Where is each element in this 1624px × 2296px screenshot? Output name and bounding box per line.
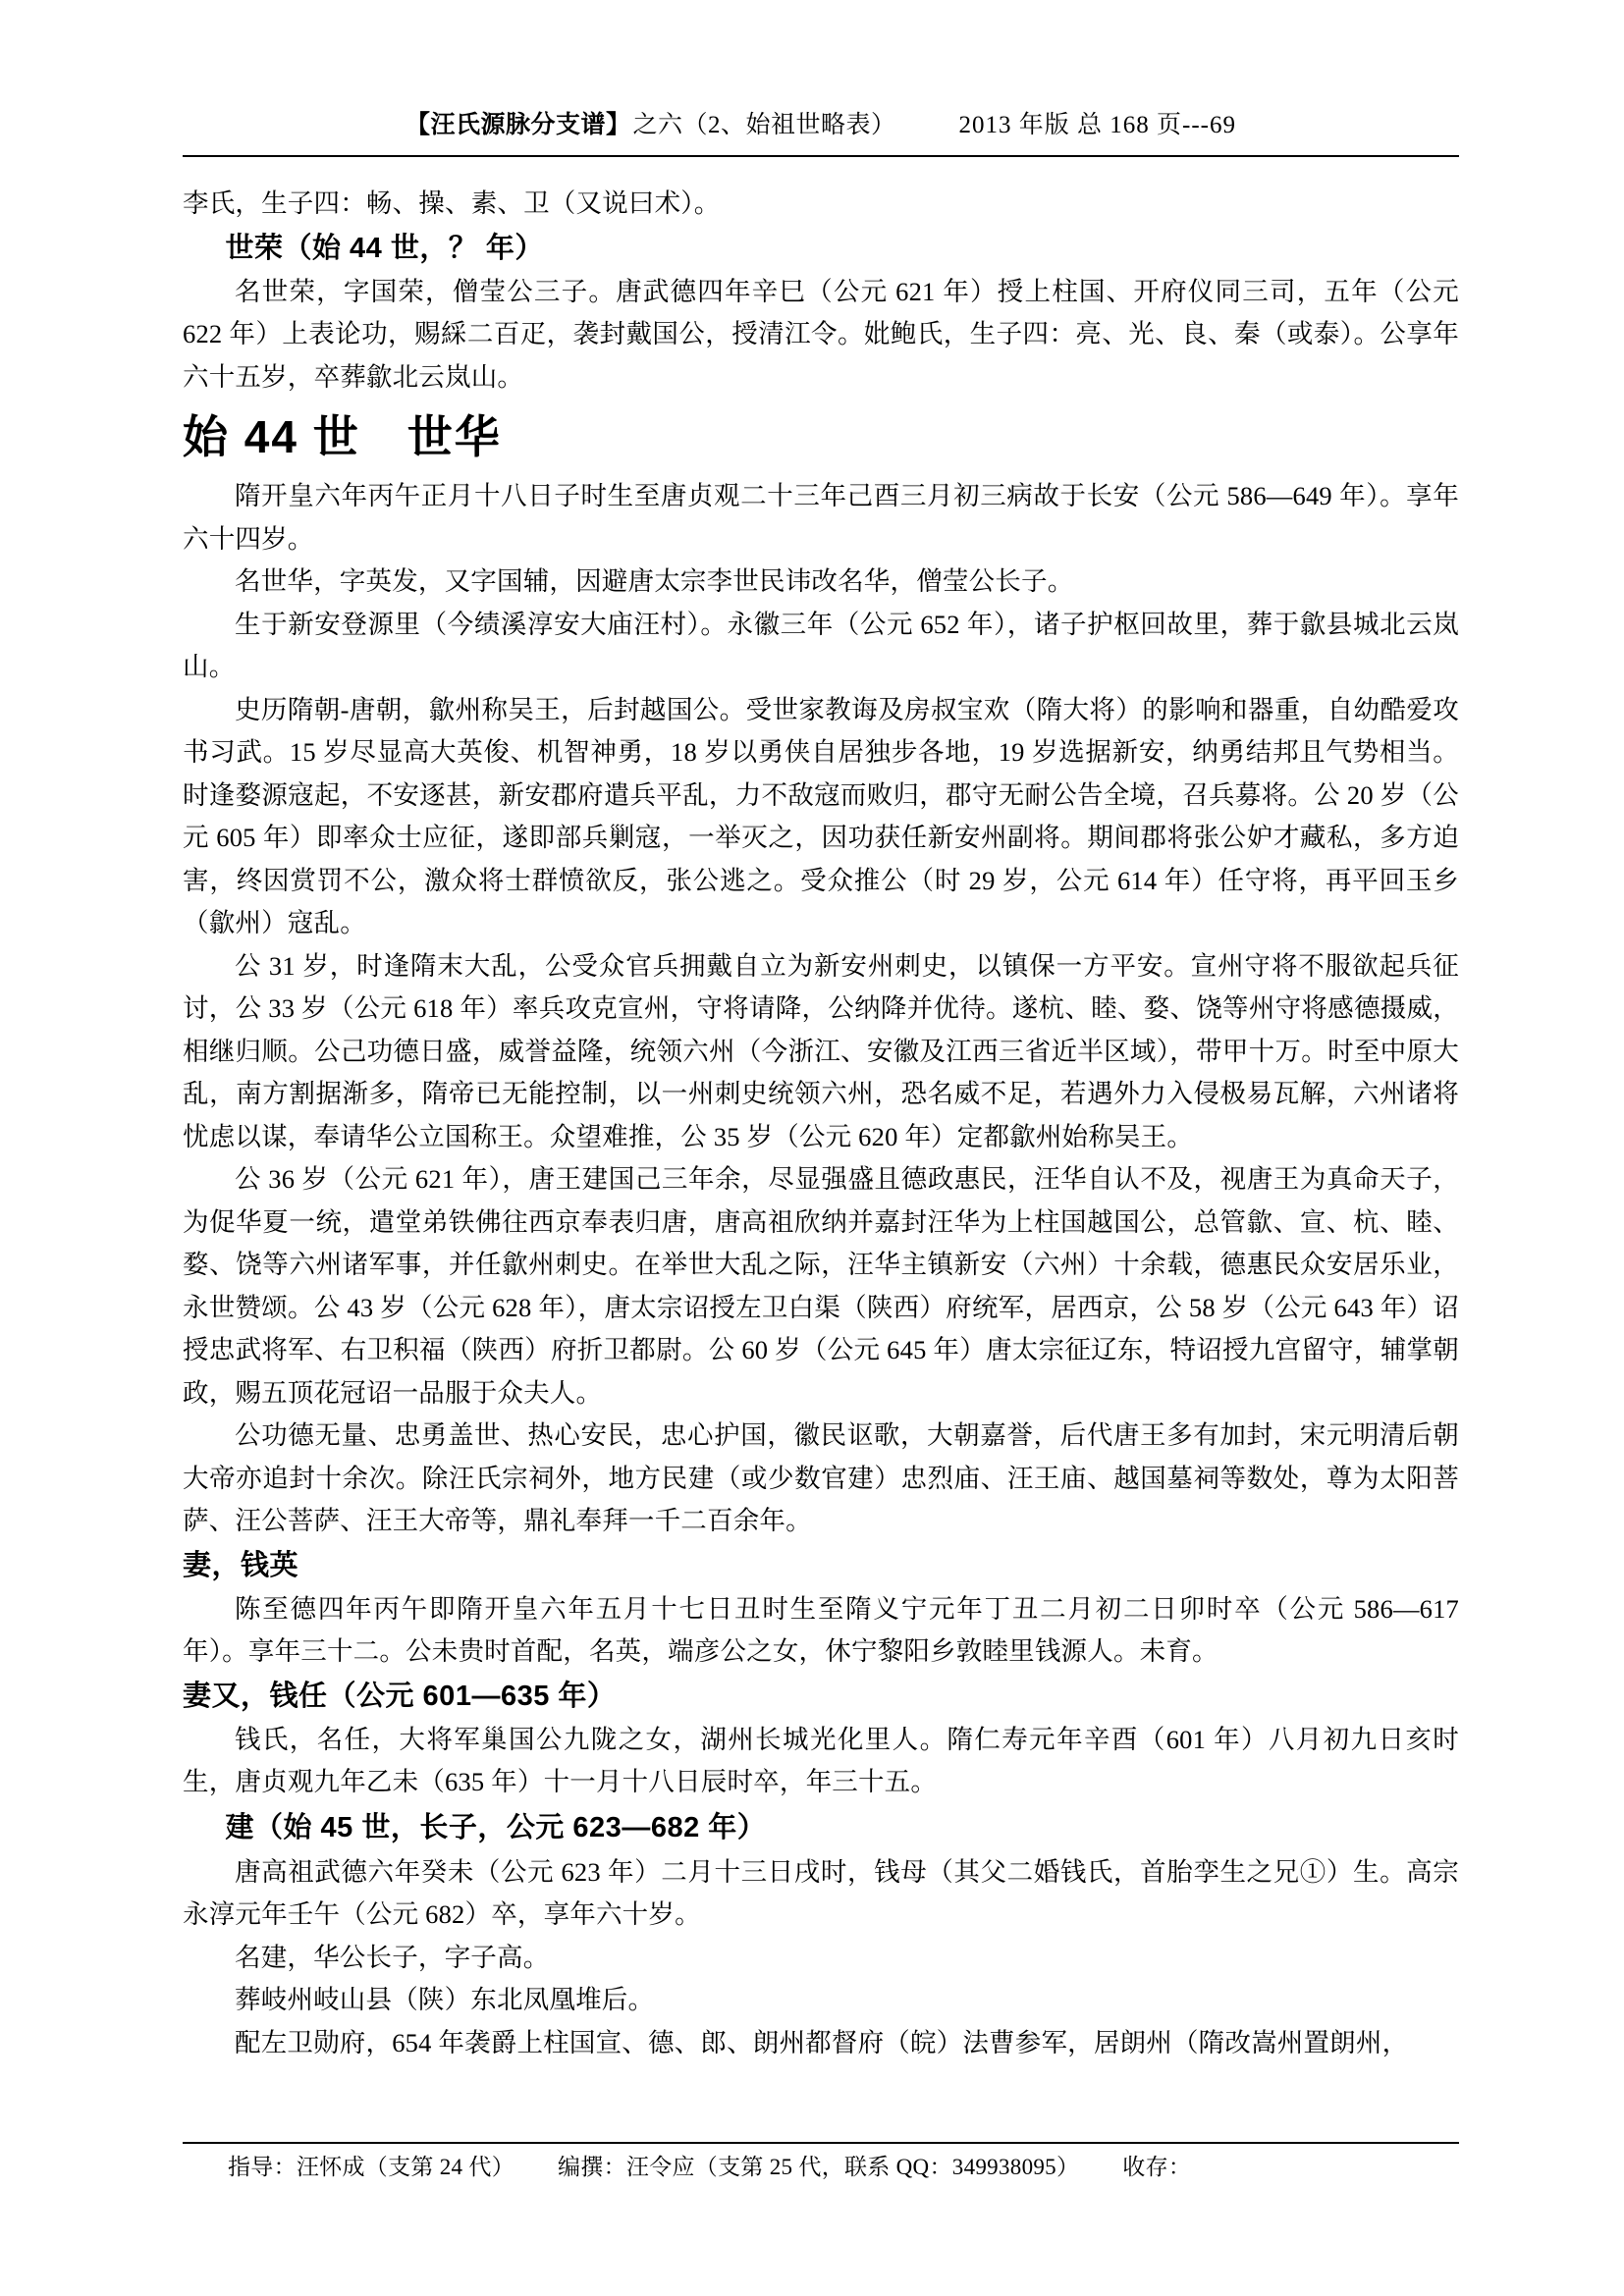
heading-wife-qianren: 妻又，钱任（公元 601—635 年） xyxy=(183,1680,617,1712)
paragraph-shihua-5: 公 31 岁，时逢隋末大乱，公受众官兵拥戴自立为新安州刺史，以镇保一方平安。宣州守将不服欲起兵征讨，公 33 岁（公元 618 年）率兵攻克宣州，守将请降，公纳降并优待。遂杭、睦、婺、饶等州守将感德摄威，相继归顺。公己功德日盛，威誉益隆，统领六州（今浙江、安徽及江西三省近半区域），带甲十万。时至中原大乱，南方割据渐多，隋帝已无能控制，以一州刺史统领六州，恐名威不足，若遇外力入侵极易瓦解，六州诸将忧虑以谋，奉请华公立国称王。众望难推，公 35 岁（公元 620 年）定都歙州始称吴王。 xyxy=(183,950,1459,1151)
header-divider-rule xyxy=(183,155,1459,157)
paragraph-shihua-3: 生于新安登源里（今绩溪淳安大庙汪村）。永徽三年（公元 652 年），诸子护枢回故里，葬于歙县城北云岚山。 xyxy=(183,609,1459,681)
paragraph-wife2-1: 钱氏，名任，大将军巢国公九陇之女，湖州长城光化里人。隋仁寿元年辛酉（601 年）八月初九日亥时生，唐贞观九年乙未（635 年）十一月十八日辰时卒，年三十五。 xyxy=(183,1724,1459,1796)
header-edition-page: 2013 年版 总 168 页---69 xyxy=(958,112,1236,138)
document-body xyxy=(183,183,1459,2064)
header-volume-label: 之六（2、始祖世略表） xyxy=(632,112,896,138)
heading-shihua-main: 始 44 世 世华 xyxy=(183,411,502,462)
heading-child-jian: 建（始 45 世，长子，公元 623—682 年） xyxy=(225,1811,767,1843)
page-header xyxy=(183,110,1459,140)
header-book-title: 【汪氏源脉分支谱】 xyxy=(405,111,631,138)
paragraph-shihua-4: 史历隋朝-唐朝，歙州称吴王，后封越国公。受世家教诲及房叔宝欢（隋大将）的影响和器重，自幼酷爱攻书习武。15 岁尽显高大英俊、机智神勇，18 岁以勇侠自居独步各地，19 岁选据新安，纳勇结邦且气势相当。时逢婺源寇起，不安逐甚，新安郡府遣兵平乱，力不敌寇而败归，郡守无耐公告全境，召兵募将。公 20 岁（公元 605 年）即率众士应征，遂即部兵剿寇，一举灭之，因功获任新安州副将。期间郡将张公妒才藏私，多方迫害，终因赏罚不公，激众将士群愤欲反，张公逃之。受众推公（时 29 岁，公元 614 年）任守将，再平回玉乡（歙州）寇乱。 xyxy=(183,694,1459,937)
paragraph-child-1: 唐高祖武德六年癸未（公元 623 年）二月十三日戌时，钱母（其父二婚钱氏，首胎孪生之兄①）生。高宗永淳元年壬午（公元 682）卒，享年六十岁。 xyxy=(183,1856,1459,1929)
page-footer xyxy=(183,2152,1459,2183)
footer-collector: 收存： xyxy=(1122,2155,1192,2179)
paragraph-shihua-2: 名世华，字英发，又字国辅，因避唐太宗李世民讳改名华，僧莹公长子。 xyxy=(235,566,1074,596)
heading-wife-qianying: 妻，钱英 xyxy=(183,1549,299,1581)
paragraph-shirong-1: 名世荣，字国荣，僧莹公三子。唐武德四年辛巳（公元 621 年）授上柱国、开府仪同三司，五年（公元 622 年）上表论功，赐綵二百疋，袭封戴国公，授清江令。妣鲍氏，生子四：亮、光、良、秦（或泰）。公享年六十五岁，卒葬歙北云岚山。 xyxy=(183,276,1459,392)
paragraph-shihua-7: 公功德无量、忠勇盖世、热心安民，忠心护国，徽民讴歌，大朝嘉誉，后代唐王多有加封，宋元明清后朝大帝亦追封十余次。除汪氏宗祠外，地方民建（或少数官建）忠烈庙、汪王庙、越国墓祠等数处，尊为太阳菩萨、汪公菩萨、汪王大帝等，鼎礼奉拜一千二百余年。 xyxy=(183,1420,1459,1535)
paragraph-continuation: 李氏，生子四：畅、操、素、卫（又说曰术）。 xyxy=(183,188,721,218)
paragraph-shihua-6: 公 36 岁（公元 621 年），唐王建国己三年余，尽显强盛且德政惠民，汪华自认不及，视唐王为真命天子，为促华夏一统，遣堂弟铁佛往西京奉表归唐，唐高祖欣纳并嘉封汪华为上柱国越国公，总管歙、宣、杭、睦、婺、饶等六州诸军事，并任歙州刺史。在举世大乱之际，汪华主镇新安（六州）十余载，德惠民众安居乐业，永世赞颂。公 43 岁（公元 628 年），唐太宗诏授左卫白渠（陕西）府统军，居西京，公 58 岁（公元 643 年）诏授忠武将军、右卫积福（陕西）府折卫都尉。公 60 岁（公元 645 年）唐太宗征辽东，特诏授九宫留守，辅掌朝政，赐五顶花冠诏一品服于众夫人。 xyxy=(183,1164,1459,1408)
paragraph-shihua-1: 隋开皇六年丙午正月十八日子时生至唐贞观二十三年己酉三月初三病故于长安（公元 586—649 年）。享年六十四岁。 xyxy=(183,481,1459,554)
footer-advisor: 指导：汪怀成（支第 24 代） xyxy=(228,2155,514,2179)
paragraph-wife1-1: 陈至德四年丙午即隋开皇六年五月十七日丑时生至隋义宁元年丁丑二月初二日卯时卒（公元 586—617 年）。享年三十二。公未贵时首配，名英，端彦公之女，休宁黎阳乡敦睦里钱源人。未育。 xyxy=(183,1593,1459,1666)
header-row xyxy=(183,110,1459,140)
heading-shirong: 世荣（始 44 世，？ 年） xyxy=(225,232,544,264)
footer-editor: 编撰：汪令应（支第 25 代，联系 QQ：349938095） xyxy=(558,2155,1080,2179)
footer-divider-rule xyxy=(183,2142,1459,2144)
paragraph-child-3: 葬岐州岐山县（陕）东北凤凰堆后。 xyxy=(235,1985,655,2014)
paragraph-child-2: 名建，华公长子，字子高。 xyxy=(235,1942,550,1972)
paragraph-child-4: 配左卫勋府，654 年袭爵上柱国宣、德、郎、朗州都督府（皖）法曹参军，居朗州（隋改嵩州置朗州， xyxy=(235,2027,1409,2057)
